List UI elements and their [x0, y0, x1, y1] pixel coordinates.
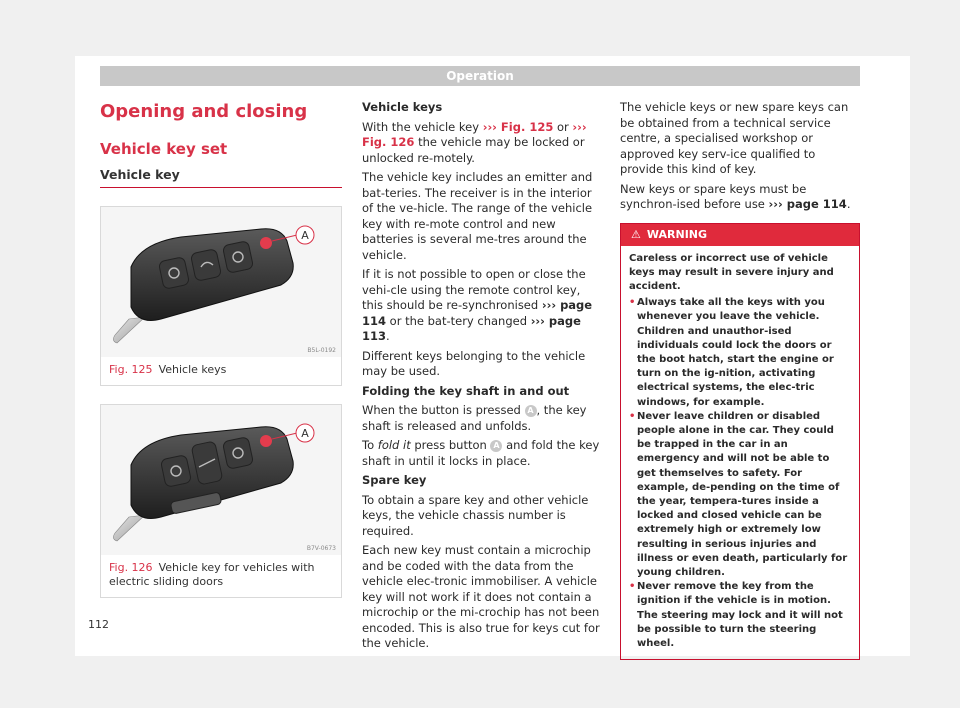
figure-link[interactable]: ››› Fig. 126 — [362, 119, 587, 149]
middle-column — [362, 100, 602, 656]
text: With the vehicle key — [362, 119, 483, 134]
heading-vehicle-keys: Vehicle keys — [362, 100, 443, 114]
text: , the key shaft is released and unfolds. — [362, 403, 587, 433]
callout-a-label: A — [301, 229, 309, 242]
figure-126 — [100, 404, 342, 598]
text: When the button is pressed — [362, 403, 525, 417]
page-number: 112 — [88, 618, 109, 631]
vehicle-key-sliding-illustration — [101, 405, 341, 555]
right-column — [620, 100, 860, 660]
left-column — [100, 96, 342, 598]
section-title: Opening and closing — [100, 101, 308, 122]
bullet-text: Never leave children or disabled people alone in the car. They could be trapped in the car in an emergency and will not be able to get themselves to safety. For example, de-pending on the time of the year, tempera-tures inside a locked and closed vehicle can be extremely high or extremely low resulting in serious injuries and illness or even death, particularly for young children. — [637, 410, 848, 578]
figure-caption-text: Vehicle keys — [158, 363, 227, 376]
figure-number: Fig. 125 — [109, 363, 153, 376]
bullet-icon: • — [629, 297, 636, 309]
paragraph — [362, 267, 602, 345]
page-link[interactable]: ››› page 114 — [768, 197, 847, 211]
bullet-text: Always take all the keys with you whenever you leave the vehicle. Children and unauthor-ised individuals could lock the doors or the boot hatch, start the engine or turn on the ig-nition, activating electrical systems, the elec-tric windows, for example. — [637, 297, 834, 408]
callout-a-label: A — [301, 427, 309, 440]
paragraph: To obtain a spare key and other vehicle keys, the vehicle chassis number is required. — [362, 492, 589, 538]
warning-box — [620, 223, 860, 661]
text-italic: fold it — [377, 438, 411, 452]
button-a-marker: A — [525, 405, 537, 417]
warning-bullet — [629, 296, 851, 410]
heading-folding: Folding the key shaft in and out — [362, 383, 570, 398]
figure-caption — [101, 555, 341, 597]
button-a-marker: A — [490, 440, 502, 452]
figure-link[interactable]: ››› Fig. 125 — [482, 119, 554, 134]
warning-intro: Careless or incorrect use of vehicle keys may result in severe injury and accident. — [629, 252, 834, 292]
chapter-header: Operation — [100, 66, 860, 86]
page-link[interactable]: ››› page 114 — [362, 298, 593, 328]
paragraph: Each new key must contain a microchip and be coded with the data from the vehicle elec-tronic immobiliser. A vehicle key will not work if it does not contain a microchip or the mi-crochip has not been encoded. This is also true for keys cut for the vehicle. — [362, 543, 600, 650]
vehicle-key-sliding-doors-image — [101, 405, 341, 555]
text: or the bat-tery changed — [386, 313, 531, 328]
vehicle-key-image — [101, 207, 341, 357]
figure-number: Fig. 126 — [109, 561, 153, 574]
figure-caption-text: Vehicle key for vehicles with electric sliding doors — [109, 561, 315, 588]
text: New keys or spare keys must be synchron-ised before use — [620, 181, 807, 211]
vehicle-key-illustration — [101, 207, 341, 357]
text: If it is not possible to open or close the vehi-cle using the remote control key, this should be re-synchronised — [362, 267, 586, 312]
figure-code: B7V-0673 — [306, 545, 336, 552]
paragraph: Different keys belonging to the vehicle may be used. — [362, 348, 586, 378]
bullet-icon: • — [629, 410, 636, 422]
warning-title: WARNING — [646, 227, 708, 241]
page-link[interactable]: ››› page 113 — [362, 313, 581, 343]
paragraph — [362, 120, 602, 167]
bullet-icon: • — [629, 581, 636, 593]
text: To — [362, 438, 378, 452]
figure-caption — [101, 357, 341, 385]
figure-code: B5L-0192 — [307, 347, 336, 354]
warning-body — [621, 246, 859, 660]
text: press button — [410, 438, 491, 452]
figure-125 — [100, 206, 342, 386]
warning-header — [621, 224, 859, 246]
warning-bullet — [629, 580, 851, 651]
text: . — [386, 329, 390, 343]
warning-bullet — [629, 410, 851, 580]
paragraph: The vehicle keys or new spare keys can be obtained from a technical service centre, a specialised workshop or approved key serv-ice qualified to provide this kind of key. — [620, 100, 849, 176]
heading-spare-key: Spare key — [362, 473, 427, 487]
subsection-title: Vehicle key set — [100, 140, 228, 158]
text: the vehicle may be locked or unlocked re-motely. — [362, 135, 585, 165]
topic-title: Vehicle key — [100, 167, 342, 188]
text: or — [553, 119, 573, 134]
warning-triangle-icon: ⚠ — [631, 227, 641, 241]
paragraph — [620, 182, 860, 213]
paragraph: The vehicle key includes an emitter and bat-teries. The receiver is in the interior of the ve-hicle. The range of the vehicle key with re-mote control and new batteries is several me-tres around the vehicle. — [362, 170, 593, 262]
paragraph — [362, 403, 602, 434]
paragraph — [362, 438, 602, 469]
text: and fold the key shaft in until it locks in place. — [362, 438, 600, 468]
bullet-text: Never remove the key from the ignition if the vehicle is in motion. The steering may lock and it will not be possible to turn the steering wheel. — [637, 581, 843, 649]
text: . — [846, 197, 851, 211]
